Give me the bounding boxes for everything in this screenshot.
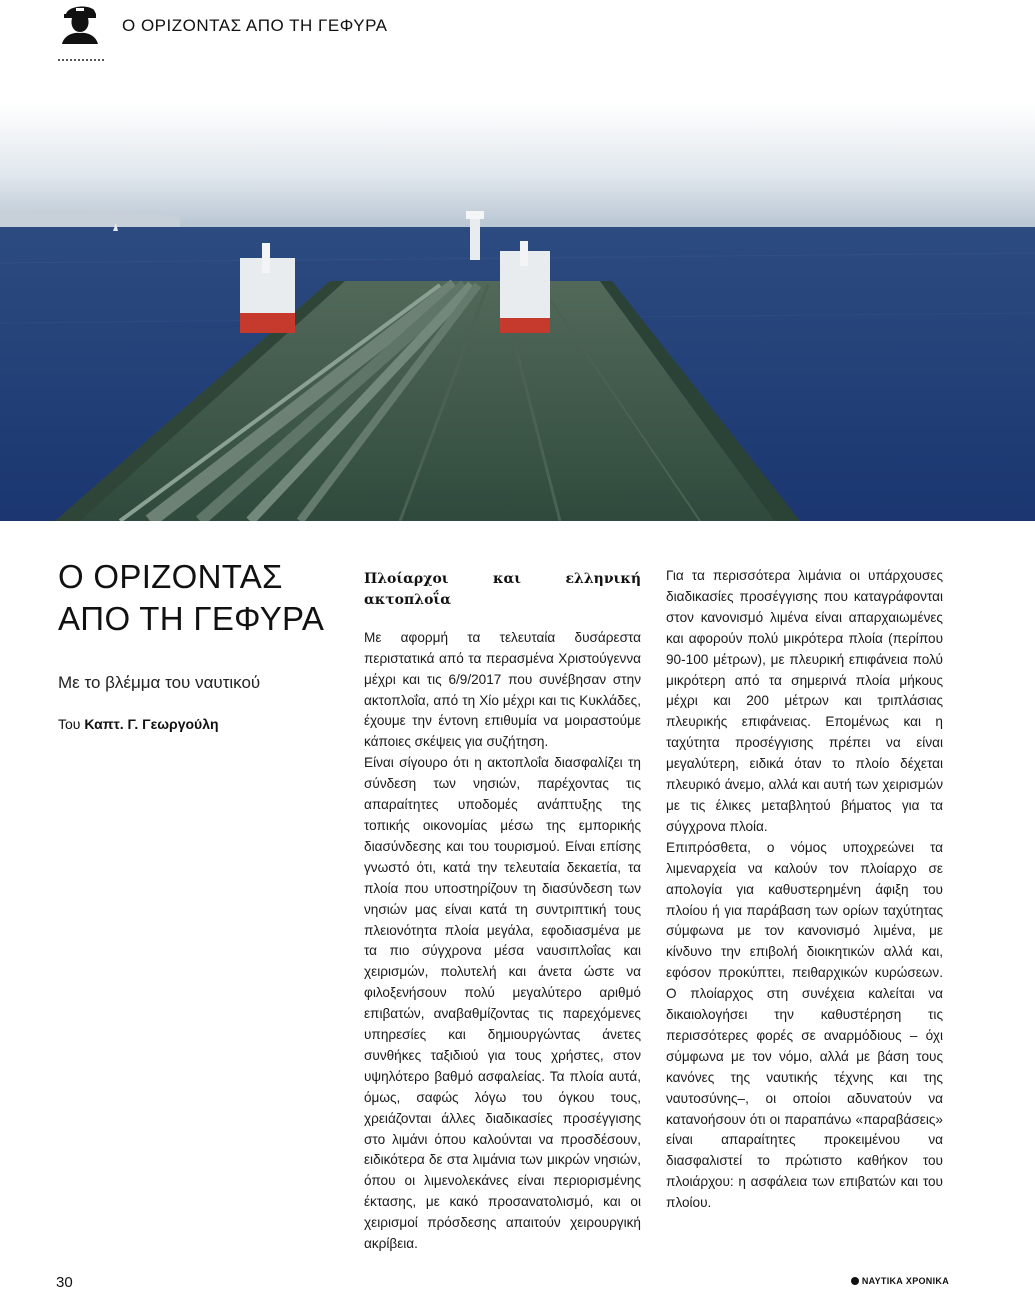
captain-silhouette-icon [58,2,102,44]
article-column-1 [364,566,641,1255]
paragraph: Για τα περισσότερα λιμάνια οι υπάρχουσες διαδικασίες προσέγγισης που καταγράφονται στον κανονισμό λιμένα είναι απαρχαιωμένες και αφορούν πολύ μικρότερα πλοία (περίπου 90-100 μέτρων), με πλευρική επιφάνεια πολύ μικρότερη από τα σημερινά πλοία μήκους μέχρι και 200 μέτρων και τριπλάσιας πλευρικής επιφάνειας. Επομένως και η ταχύτητα προσέγγισης πρέπει να είναι μεγαλύτερη, ειδικά όταν το πλοίο δέχεται πλευρικό άνεμο, αλλά και αυτή των χειρισμών με τις έλικες μεταβλητού βήματος για τα σύγχρονα πλοία. [666,568,943,834]
article-title-block [58,556,358,640]
article-title [58,556,358,640]
paragraph: Επιπρόσθετα, ο νόμος υποχρεώνει τα λιμεναρχεία να καλούν τον πλοίαρχο σε απολογία για καθυστερημένη άφιξη του πλοίου ή για παράβαση των ορίων ταχύτητας σύμφωνα με τον κανονισμό λιμένα, με κίνδυνο την επιβολή διοικητικών αλλά και, εφόσον προκύπτει, πειθαρχικών κυρώσεων. Ο πλοίαρχος στη συνέχεια καλείται να δικαιολογήσει την καθυστέρηση τις περισσότερες φορές σε αναρμόδιους – όχι σύμφωνα με τον νόμο, αλλά με βάση τους κανόνες της ναυτικής τέχνης και της ναυτοσύνης–, οι οποίοι αδυνατούν να κατανοήσουν ότι οι παραπάνω «παραβάσεις» είναι απαραίτητες προκειμένου να διασφαλιστεί το πρώτιστο καθήκον του πλοιάρχου: η ασφάλεια των επιβατών και του πλοίου. [666,839,943,1211]
page-header [0,0,1035,70]
brand-name: ΝΑΥΤΙΚΑ ΧΡΟΝΙΚΑ [861,1276,949,1286]
article-title-line1: Ο ΟΡΙΖΟΝΤΑΣ [58,558,283,595]
brand-dot-icon [851,1277,859,1285]
paragraph: Με αφορμή τα τελευταία δυσάρεστα περιστατικά από τα περασμένα Χριστούγεννα μέχρι και τις 6/9/2017 που συνέβησαν στην ακτοπλοΐα, από τη Χίο μέχρι και τις Κυκλάδες, έχουμε την έντονη επιθυμία να μοιραστούμε κάποιες σκέψεις για συζήτηση. [364,629,641,750]
article-byline [58,716,219,732]
author-name: Καπτ. Γ. Γεωργούλη [84,716,219,732]
section-heading: Πλοίαρχοι και ελληνική ακτοπλοΐα [364,571,641,608]
byline-prefix: Του [58,716,81,732]
header-section-title: Ο ΟΡΙΖΟΝΤΑΣ ΑΠΟ ΤΗ ΓΕΦΥΡΑ [122,16,388,35]
paragraph: Είναι σίγουρο ότι η ακτοπλοΐα διασφαλίζει τη σύνδεση των νησιών, παρέχοντας τις απαραίτητες υποδομές ανάπτυξης της τοπικής οικονομίας μέσω της εμπορικής διασύνδεσης και του τουρισμού. Είναι επίσης γνωστό ότι, κατά την τελευταία δεκαετία, τα πλοία που υποστηρίζουν τη διασύνδεση των νησιών μας είναι κατά τη συντριπτική τους πλειονότητα πλοία μεγάλα, εφοδιασμένα με τα πιο σύγχρονα μέσα ναυσιπλοΐας και χειρισμών, πολυτελή και άνετα ώστε να φιλοξενήσουν πολύ μεγαλύτερο αριθμό επιβατών, αναβαθμίζοντας τις παρεχόμενες υπηρεσίες και δημιουργώντας άνετες συνθήκες ταξιδιού για τους χρήστες, στον υψηλότερο βαθμό ασφαλείας. Τα πλοία αυτά, όμως, σαφώς λόγω του όγκου τους, χρειάζονται άλλες διαδικασίες προσέγγισης στο λιμάνι όπου καλούνται να προσδέσουν, ειδικότερα δε στα λιμάνια των μικρών νησιών, όπου οι λιμενολεκάνες είναι περιορισμένης έκτασης, με κακό προσανατολισμό, και οι χειρισμοί πρόσδεσης απαιτούν χειρουργική ακρίβεια. [364,755,641,1252]
article-subtitle: Με το βλέμμα του ναυτικού [58,673,261,692]
footer-brand [851,1276,949,1286]
article-column-2 [666,566,943,1214]
header-divider [58,59,104,61]
tanker-deck-photo [0,103,1035,521]
page-number: 30 [56,1274,73,1291]
article-title-line2: ΑΠΟ ΤΗ ΓΕΦΥΡΑ [58,600,325,637]
